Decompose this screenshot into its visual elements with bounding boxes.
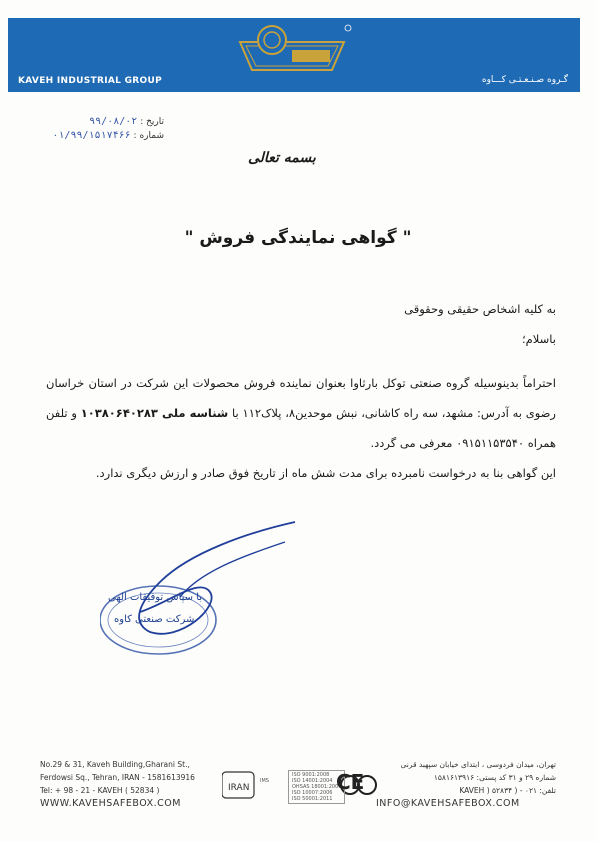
footer-address-en — [40, 758, 195, 810]
stamp-line-2: شرکت صنعتی کاوه — [114, 614, 195, 625]
bismillah-heading: بسمه تعالی — [248, 150, 316, 166]
letter-paragraph — [46, 368, 556, 488]
number-row — [24, 130, 164, 141]
addressee-line: به کلیه اشخاص حقیقی وحقوقی — [404, 302, 556, 316]
stamp-line-1: با سپاس توفیقات الهی — [108, 592, 203, 603]
iso-line: ISO 9001:2008 — [292, 772, 330, 778]
footer-fa-line: تلفن: KAVEH ) ۵۲۸۳۴ ) - ۰۲۱ — [459, 786, 556, 795]
iran-standard-icon: IRAN — [228, 783, 250, 793]
date-row — [24, 116, 164, 127]
footer-en-line: No.29 & 31, Kaveh Building,Gharani St., — [40, 760, 190, 769]
ce-mark-icon: CE — [336, 770, 365, 794]
iso-line: ISO 10007:2006 — [292, 790, 333, 796]
group-name-fa: گـروه صـنـعـتـی کـــاوه — [481, 75, 568, 85]
footer-fa-line: شماره ۲۹ و ۳۱ کد پستی: ۱۵۸۱۶۱۳۹۱۶ — [433, 773, 556, 782]
paragraph-part-2: و تلفن همراه ۰۹۱۵۱۱۵۳۵۴۰ معرفی می گردد. — [46, 406, 556, 450]
certificate-title: " گواهی نمایندگی فروش " — [184, 228, 412, 248]
date-label: تاریخ : — [140, 117, 164, 127]
iso-line: ISO 50001:2011 — [292, 796, 333, 802]
greeting-line: باسلام؛ — [522, 332, 556, 346]
national-id-text: شناسه ملی ۱۰۳۸۰۶۴۰۲۸۳ — [80, 406, 229, 420]
number-label: شماره : — [133, 131, 164, 141]
number-value: ۰۱/۹۹/۱۵۱۷۴۶۶ — [52, 130, 131, 141]
footer-email-link[interactable]: INFO@KAVEHSAFEBOX.COM — [376, 798, 520, 809]
group-name-en: KAVEH INDUSTRIAL GROUP — [18, 76, 162, 86]
footer-website-link[interactable]: WWW.KAVEHSAFEBOX.COM — [40, 798, 181, 809]
signature-stamp — [100, 512, 300, 662]
footer-en-line: Tel: + 98 - 21 - KAVEH ( 52834 ) — [40, 786, 160, 795]
footer-en-line: Ferdowsi Sq., Tehran, IRAN - 1581613916 — [40, 773, 195, 782]
ims-label: IMS — [260, 778, 269, 784]
footer-fa-line: تهران، میدان فردوسی ، ابتدای خیابان سپهبد قرنی — [400, 760, 556, 769]
letterhead-band — [8, 18, 580, 92]
iso-line: ISO 14001:2004 — [292, 778, 333, 784]
footer-address-fa — [376, 758, 556, 810]
paragraph-part-1: احتراماً بدینوسیله گروه صنعتی توکل بارثاوا بعنوان نماینده فروش محصولات این شرکت در استان خراسان رضوی به آدرس: مشهد، سه راه کاشانی، نبش موحدین۸، پلاک۱۱۲ با — [46, 376, 556, 420]
iso-line: OHSAS 18001:2007 — [292, 784, 342, 790]
kaveh-logo — [232, 22, 352, 78]
paragraph-validity: این گواهی بنا به درخواست نامبرده برای مدت شش ماه از تاریخ فوق صادر و ارزش دیگری ندارد. — [95, 466, 556, 480]
date-value: ۹۹/۰۸/۰۲ — [89, 116, 138, 127]
